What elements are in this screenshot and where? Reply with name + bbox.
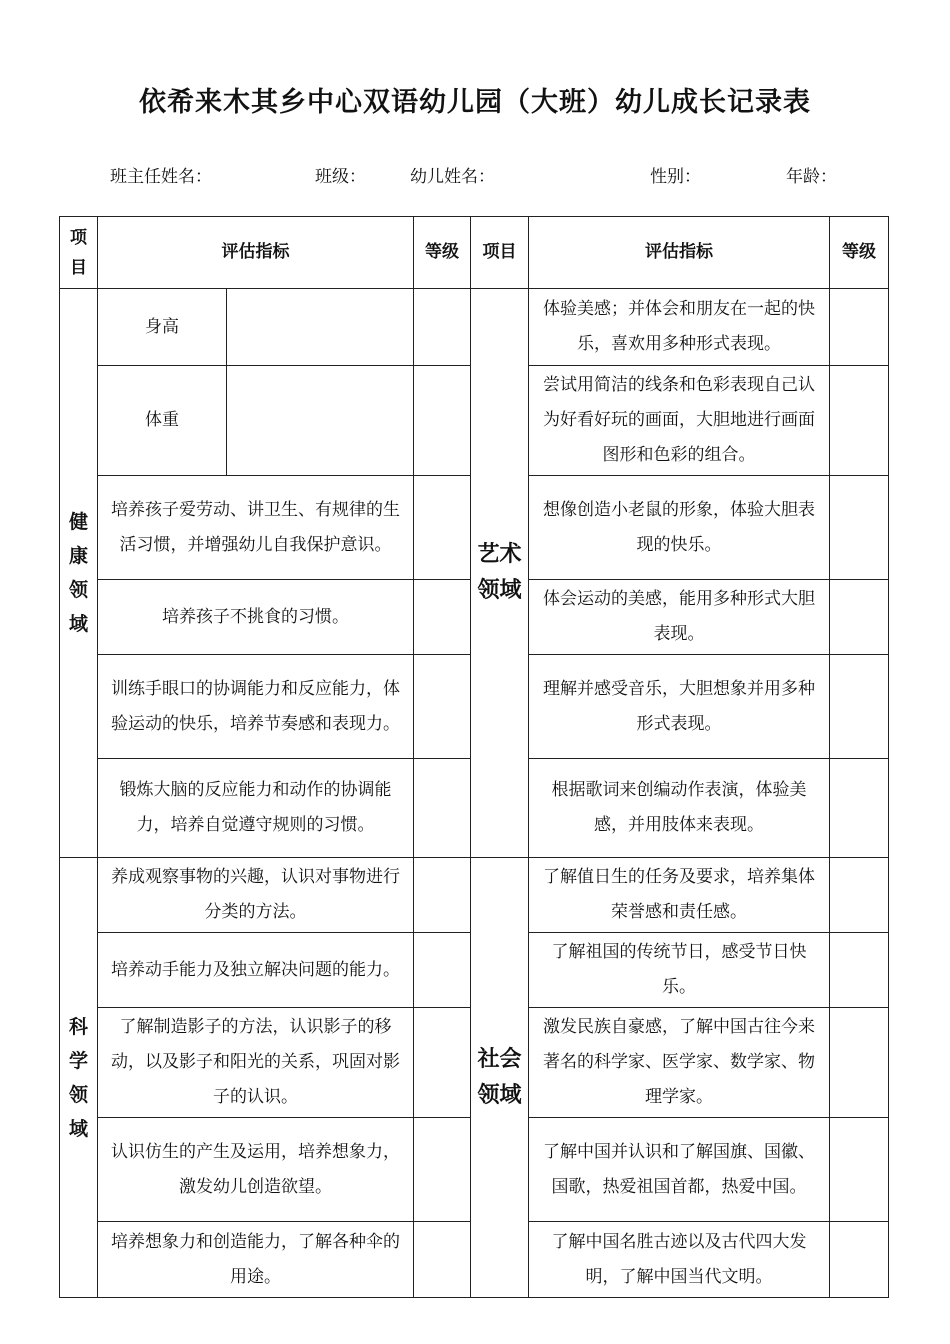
social-index-1: 了解值日生的任务及要求，培养集体荣誉感和责任感。 — [529, 858, 830, 933]
grade-cell[interactable] — [830, 580, 889, 655]
header-item-2: 项目 — [471, 217, 529, 289]
table-row — [60, 858, 889, 933]
grade-cell[interactable] — [830, 858, 889, 933]
grade-cell[interactable] — [414, 1118, 471, 1222]
grade-cell[interactable] — [414, 759, 471, 858]
grade-cell[interactable] — [414, 655, 471, 759]
health-index-2: 培养孩子不挑食的习惯。 — [98, 580, 414, 655]
height-label: 身高 — [98, 289, 227, 366]
age-label: 年龄： — [786, 167, 837, 187]
grade-cell[interactable] — [414, 858, 471, 933]
science-index-1: 养成观察事物的兴趣，认识对事物进行分类的方法。 — [98, 858, 414, 933]
social-index-2: 了解祖国的传统节日，感受节日快乐。 — [529, 933, 830, 1008]
domain-science: 科学领域 — [60, 858, 98, 1298]
art-index-2: 尝试用简洁的线条和色彩表现自己认为好看好玩的画面，大胆地进行画面图形和色彩的组合。 — [529, 366, 830, 476]
art-index-1: 体验美感；并体会和朋友在一起的快乐，喜欢用多种形式表现。 — [529, 289, 830, 366]
weight-label: 体重 — [98, 366, 227, 476]
header-item: 项目 — [60, 217, 98, 289]
grade-cell[interactable] — [414, 1222, 471, 1298]
grade-cell[interactable] — [830, 933, 889, 1008]
grade-cell[interactable] — [414, 580, 471, 655]
domain-health: 健康领域 — [60, 289, 98, 858]
grade-cell[interactable] — [830, 1008, 889, 1118]
grade-cell[interactable] — [830, 655, 889, 759]
grade-cell[interactable] — [414, 476, 471, 580]
grade-cell[interactable] — [830, 476, 889, 580]
grade-cell[interactable] — [830, 289, 889, 366]
grade-cell[interactable] — [414, 933, 471, 1008]
health-index-4: 锻炼大脑的反应能力和动作的协调能力，培养自觉遵守规则的习惯。 — [98, 759, 414, 858]
science-index-2: 培养动手能力及独立解决问题的能力。 — [98, 933, 414, 1008]
growth-record-table — [59, 216, 889, 1298]
header-grade: 等级 — [414, 217, 471, 289]
health-index-1: 培养孩子爱劳动、讲卫生、有规律的生活习惯，并增强幼儿自我保护意识。 — [98, 476, 414, 580]
art-index-5: 理解并感受音乐，大胆想象并用多种形式表现。 — [529, 655, 830, 759]
science-index-5: 培养想象力和创造能力，了解各种伞的用途。 — [98, 1222, 414, 1298]
grade-cell[interactable] — [414, 1008, 471, 1118]
domain-art: 艺术领域 — [471, 289, 529, 858]
header-index-2: 评估指标 — [529, 217, 830, 289]
art-index-6: 根据歌词来创编动作表演，体验美感，并用肢体来表现。 — [529, 759, 830, 858]
header-index: 评估指标 — [98, 217, 414, 289]
art-index-4: 体会运动的美感，能用多种形式大胆表现。 — [529, 580, 830, 655]
social-index-5: 了解中国名胜古迹以及古代四大发明，了解中国当代文明。 — [529, 1222, 830, 1298]
weight-value[interactable] — [227, 366, 414, 476]
height-value[interactable] — [227, 289, 414, 366]
page-title: 依希来木其乡中心双语幼儿园（大班）幼儿成长记录表 — [139, 87, 811, 118]
header-grade-2: 等级 — [830, 217, 889, 289]
science-index-3: 了解制造影子的方法，认识影子的移动，以及影子和阳光的关系，巩固对影子的认识。 — [98, 1008, 414, 1118]
child-name-label: 幼儿姓名： — [410, 167, 495, 187]
health-index-3: 训练手眼口的协调能力和反应能力，体验运动的快乐，培养节奏感和表现力。 — [98, 655, 414, 759]
grade-cell[interactable] — [830, 759, 889, 858]
grade-cell[interactable] — [830, 366, 889, 476]
domain-social: 社会领域 — [471, 858, 529, 1298]
social-index-4: 了解中国并认识和了解国旗、国徽、国歌，热爱祖国首都，热爱中国。 — [529, 1118, 830, 1222]
art-index-3: 想像创造小老鼠的形象，体验大胆表现的快乐。 — [529, 476, 830, 580]
social-index-3: 激发民族自豪感，了解中国古往今来著名的科学家、医学家、数学家、物理学家。 — [529, 1008, 830, 1118]
grade-cell[interactable] — [414, 366, 471, 476]
grade-cell[interactable] — [830, 1118, 889, 1222]
science-index-4: 认识仿生的产生及运用，培养想象力，激发幼儿创造欲望。 — [98, 1118, 414, 1222]
table-header-row — [60, 217, 889, 289]
class-label: 班级： — [315, 167, 366, 187]
teacher-name-label: 班主任姓名： — [110, 167, 212, 187]
grade-cell[interactable] — [414, 289, 471, 366]
gender-label: 性别： — [650, 167, 701, 187]
table-row — [60, 289, 889, 366]
grade-cell[interactable] — [830, 1222, 889, 1298]
